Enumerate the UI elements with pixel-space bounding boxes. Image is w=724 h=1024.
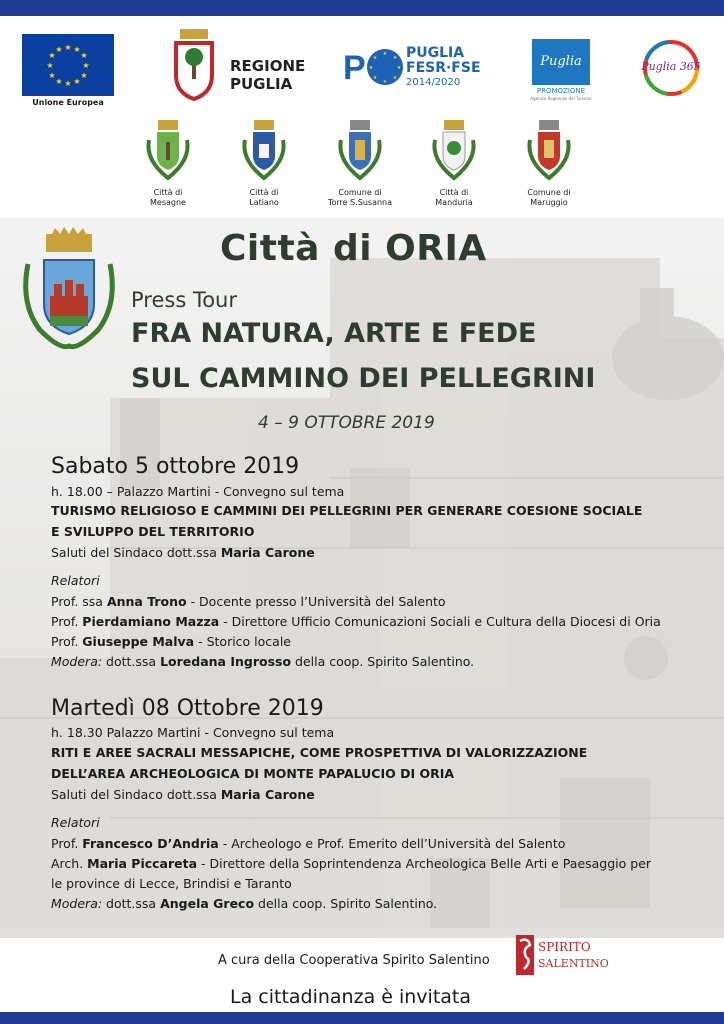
- svg-text:★: ★: [82, 61, 90, 70]
- spirito-salentino-logo: [512, 931, 609, 983]
- event1-topic-line2: E SVILUPPO DEL TERRITORIO: [51, 524, 255, 539]
- main-title-line2: SUL CAMMINO DEI PELLEGRINI: [131, 363, 596, 394]
- svg-text:★: ★: [64, 79, 72, 88]
- comune-line2: Latiano: [249, 198, 279, 207]
- svg-text:★: ★: [372, 75, 378, 81]
- relatore-title: Prof.: [51, 634, 83, 649]
- moderator-name: Loredana Ingrosso: [160, 654, 292, 669]
- event1-day: Sabato 5 ottobre 2019: [51, 454, 300, 479]
- comune-maruggio: [509, 120, 589, 208]
- comune-line2: Maruggio: [530, 198, 568, 207]
- regione-puglia-text: [230, 57, 305, 93]
- latiano-crest-icon: [239, 120, 289, 182]
- sindaco-name: Maria Carone: [220, 787, 315, 802]
- moderator-name: Angela Greco: [160, 896, 255, 911]
- eu-label: Unione Europea: [32, 98, 104, 107]
- comune-latiano: [224, 120, 304, 208]
- mesagne-crest-icon: [143, 120, 193, 182]
- comune-manduria: [414, 120, 494, 208]
- event1-time: h. 18.00 – Palazzo Martini - Convegno sul tema: [51, 484, 345, 499]
- event1-relatore-1: [51, 594, 446, 610]
- comune-line1: Comune di: [527, 188, 571, 197]
- comune-torre-ssusanna: [320, 120, 400, 208]
- regione-puglia-crest: [172, 29, 216, 101]
- promozione-label: PROMOZIONE: [536, 87, 586, 95]
- event2-relatore-2: [51, 856, 651, 872]
- relatore-title: Prof.: [51, 836, 83, 851]
- maruggio-crest-icon: [524, 120, 574, 182]
- comune-line1: Città di: [439, 188, 469, 197]
- event2-relatore-1: [51, 836, 565, 852]
- event2-topic-line1: RITI E AREE SACRALI MESSAPICHE, COME PROSPETTIVA DI VALORIZZAZIONE: [51, 745, 588, 760]
- event1-relatore-3: [51, 634, 291, 650]
- event2-topic-line2: DELL’AREA ARCHEOLOGICA DI MONTE PAPALUCIO DI ORIA: [51, 766, 455, 781]
- comune-line2: Manduria: [435, 198, 473, 207]
- comune-line1: Città di: [249, 188, 279, 197]
- event1-modera: [51, 654, 474, 670]
- relatore-name: Pierdamiano Mazza: [82, 614, 220, 629]
- event2-saluti: [51, 787, 315, 803]
- top-bar: [0, 0, 724, 16]
- relatore-role: - Docente presso l’Università del Salento: [186, 594, 446, 609]
- event-dates: 4 – 9 OTTOBRE 2019: [258, 413, 435, 433]
- svg-text:★: ★: [46, 61, 54, 70]
- eu-flag-logo: [22, 34, 114, 96]
- main-title-line1: FRA NATURA, ARTE E FEDE: [131, 318, 537, 349]
- fesr-line2: FESR·FSE: [406, 60, 481, 76]
- svg-text:★: ★: [80, 71, 88, 80]
- modera-label: Modera:: [51, 896, 103, 911]
- event2-relatore-2-cont: le province di Lecce, Brindisi e Taranto: [51, 876, 292, 891]
- comune-line1: Comune di: [338, 188, 382, 197]
- press-tour-label: Press Tour: [131, 288, 237, 312]
- puglia-promozione-logo: Puglia: [532, 39, 590, 85]
- relatore-title: Prof. ssa: [51, 594, 107, 609]
- relatore-role: - Storico locale: [194, 634, 291, 649]
- svg-text:★: ★: [73, 77, 81, 86]
- svg-text:★: ★: [382, 79, 388, 85]
- oria-crest-logo: [20, 234, 118, 352]
- regione-line: REGIONE: [230, 57, 306, 75]
- fesr-line1: PUGLIA: [406, 45, 465, 61]
- curated-by-text: A cura della Cooperativa Spirito Salentino: [218, 953, 490, 968]
- svg-text:★: ★: [382, 51, 388, 57]
- comune-line2: Mesagne: [150, 198, 186, 207]
- ss-logo-line1: SPIRITO: [538, 940, 591, 954]
- svg-text:★: ★: [64, 43, 72, 52]
- bottom-bar: [0, 1012, 724, 1024]
- fesr-line3: 2014/2020: [406, 77, 461, 88]
- city-title: Città di ORIA: [220, 228, 487, 269]
- svg-text:★: ★: [48, 71, 56, 80]
- relatore-role: - Direttore della Soprintendenza Archeologica Belle Arti e Paesaggio per: [197, 856, 652, 871]
- relatore-name: Anna Trono: [106, 594, 187, 609]
- modera-label: Modera:: [51, 654, 103, 669]
- relatore-title: Arch.: [51, 856, 88, 871]
- event2-day: Martedì 08 Ottobre 2019: [51, 696, 324, 721]
- relatore-role: - Direttore Ufficio Comunicazioni Sociali e Cultura della Diocesi di Oria: [219, 614, 661, 629]
- sindaco-name: Maria Carone: [220, 545, 315, 560]
- relatore-title: Prof.: [51, 614, 83, 629]
- event1-relatori-label: Relatori: [51, 573, 100, 588]
- modera-suffix: della coop. Spirito Salentino.: [291, 654, 475, 669]
- manduria-crest-icon: [429, 120, 479, 182]
- svg-text:★: ★: [55, 77, 63, 86]
- por-fesr-logo: [343, 45, 405, 93]
- svg-text:★: ★: [55, 45, 63, 54]
- relatore-name: Maria Piccareta: [87, 856, 198, 871]
- relatore-name: Giuseppe Malva: [82, 634, 195, 649]
- comune-line1: Città di: [153, 188, 183, 197]
- svg-text:★: ★: [80, 51, 88, 60]
- puglia-line: PUGLIA: [230, 75, 293, 93]
- ss-logo-line2: SALENTINO: [538, 957, 609, 970]
- event2-relatori-label: Relatori: [51, 815, 100, 830]
- svg-text:★: ★: [392, 75, 398, 81]
- torre-crest-icon: [335, 120, 385, 182]
- svg-text:★: ★: [392, 55, 398, 61]
- event2-modera: [51, 896, 437, 912]
- relatore-role: - Archeologo e Prof. Emerito dell’Università del Salento: [218, 836, 566, 851]
- svg-text:★: ★: [368, 65, 374, 71]
- event2-time: h. 18.30 Palazzo Martini - Convegno sul tema: [51, 725, 335, 740]
- event1-relatore-2: [51, 614, 661, 630]
- p365-text: Puglia 365: [641, 60, 701, 73]
- event1-topic-line1: TURISMO RELIGIOSO E CAMMINI DEI PELLEGRINI PER GENERARE COESIONE SOCIALE: [51, 503, 643, 518]
- promozione-sub: Agenzia Regionale del Turismo: [530, 96, 592, 101]
- puglia-365-logo: [641, 38, 701, 98]
- modera-prefix: dott.ssa: [102, 654, 161, 669]
- saluti-prefix: Saluti del Sindaco dott.ssa: [51, 545, 221, 560]
- comune-mesagne: [128, 120, 208, 208]
- event1-saluti: [51, 545, 315, 561]
- saluti-prefix: Saluti del Sindaco dott.ssa: [51, 787, 221, 802]
- svg-text:★: ★: [73, 45, 81, 54]
- modera-suffix: della coop. Spirito Salentino.: [254, 896, 438, 911]
- svg-text:★: ★: [396, 65, 402, 71]
- modera-prefix: dott.ssa: [102, 896, 161, 911]
- svg-text:P: P: [343, 49, 366, 87]
- invitation-text: La cittadinanza è invitata: [230, 986, 472, 1008]
- comune-line2: Torre S.Susanna: [327, 198, 393, 207]
- svg-text:★: ★: [48, 51, 56, 60]
- svg-text:★: ★: [372, 55, 378, 61]
- relatore-name: Francesco D’Andria: [82, 836, 219, 851]
